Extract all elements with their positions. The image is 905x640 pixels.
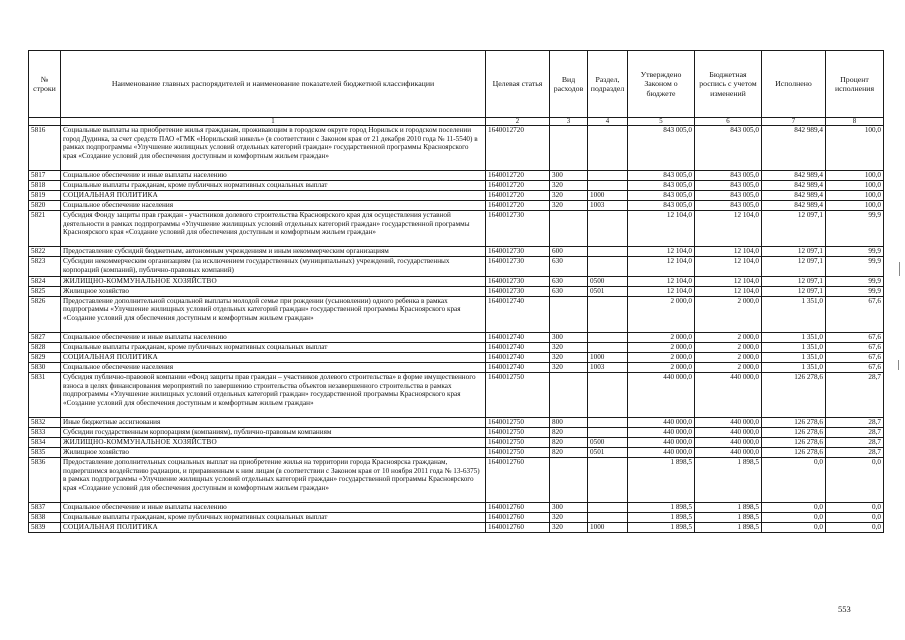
- budget-amount-cell: 12 104,0: [695, 257, 762, 276]
- table-row: [29, 437, 884, 447]
- approved-amount-cell: 2 000,0: [628, 362, 695, 372]
- row-number-cell: 5833: [29, 427, 61, 437]
- percent-cell: 67,6: [826, 296, 884, 332]
- section-cell: [588, 457, 628, 502]
- executed-amount-cell: 0,0: [762, 512, 826, 522]
- row-number-cell: 5817: [29, 171, 61, 181]
- executed-amount-cell: 1 351,0: [762, 342, 826, 352]
- section-cell: 1000: [588, 191, 628, 201]
- expense-type-cell: 320: [550, 181, 588, 191]
- row-name-cell: Субсидии некоммерческим организациям (за исключением государственных (муниципальных) учреждений, государственных корпораций (компаний), публично-правовых компаний): [61, 257, 486, 276]
- section-cell: 1003: [588, 201, 628, 211]
- executed-amount-cell: 842 989,4: [762, 201, 826, 211]
- header-percent: Процент исполнения: [826, 51, 884, 118]
- target-article-cell: 1640012760: [486, 502, 550, 512]
- approved-amount-cell: 1 898,5: [628, 457, 695, 502]
- percent-cell: 99,9: [826, 276, 884, 286]
- executed-amount-cell: 12 097,1: [762, 247, 826, 257]
- budget-amount-cell: 1 898,5: [695, 522, 762, 532]
- column-number: 1: [61, 118, 486, 126]
- budget-amount-cell: 843 005,0: [695, 171, 762, 181]
- budget-amount-cell: 843 005,0: [695, 191, 762, 201]
- row-name-cell: СОЦИАЛЬНАЯ ПОЛИТИКА: [61, 522, 486, 532]
- section-cell: [588, 417, 628, 427]
- row-number-cell: 5838: [29, 512, 61, 522]
- budget-amount-cell: 843 005,0: [695, 181, 762, 191]
- target-article-cell: 1640012760: [486, 512, 550, 522]
- scan-edge-mark: [898, 360, 899, 370]
- percent-cell: 99,9: [826, 211, 884, 247]
- section-cell: [588, 332, 628, 342]
- table-row: [29, 342, 884, 352]
- executed-amount-cell: 12 097,1: [762, 286, 826, 296]
- approved-amount-cell: 12 104,0: [628, 211, 695, 247]
- budget-amount-cell: 12 104,0: [695, 247, 762, 257]
- approved-amount-cell: 440 000,0: [628, 447, 695, 457]
- percent-cell: 28,7: [826, 447, 884, 457]
- section-cell: 0501: [588, 286, 628, 296]
- target-article-cell: 1640012740: [486, 342, 550, 352]
- expense-type-cell: 320: [550, 362, 588, 372]
- table-header: [29, 51, 884, 118]
- budget-amount-cell: 440 000,0: [695, 417, 762, 427]
- approved-amount-cell: 1 898,5: [628, 512, 695, 522]
- expense-type-cell: 820: [550, 447, 588, 457]
- header-row-number: № строки: [29, 51, 61, 118]
- table-row: [29, 296, 884, 332]
- percent-cell: 100,0: [826, 171, 884, 181]
- target-article-cell: 1640012720: [486, 171, 550, 181]
- approved-amount-cell: 843 005,0: [628, 181, 695, 191]
- target-article-cell: 1640012750: [486, 427, 550, 437]
- column-number: 4: [588, 118, 628, 126]
- row-name-cell: Социальное обеспечение населения: [61, 201, 486, 211]
- expense-type-cell: [550, 372, 588, 417]
- table-row: [29, 457, 884, 502]
- budget-amount-cell: 1 898,5: [695, 512, 762, 522]
- executed-amount-cell: 1 351,0: [762, 296, 826, 332]
- row-name-cell: Предоставление субсидий бюджетным, автономным учреждениям и иным некоммерческим организациям: [61, 247, 486, 257]
- approved-amount-cell: 440 000,0: [628, 437, 695, 447]
- approved-amount-cell: 2 000,0: [628, 332, 695, 342]
- expense-type-cell: 320: [550, 512, 588, 522]
- approved-amount-cell: 843 005,0: [628, 191, 695, 201]
- budget-amount-cell: 2 000,0: [695, 342, 762, 352]
- approved-amount-cell: 12 104,0: [628, 286, 695, 296]
- row-name-cell: ЖИЛИЩНО-КОММУНАЛЬНОЕ ХОЗЯЙСТВО: [61, 437, 486, 447]
- row-name-cell: Субсидии государственным корпорациям (компаниям), публично-правовым компаниям: [61, 427, 486, 437]
- executed-amount-cell: 0,0: [762, 457, 826, 502]
- row-number-cell: 5825: [29, 286, 61, 296]
- row-number-cell: 5816: [29, 126, 61, 171]
- row-name-cell: Социальные выплаты гражданам, кроме публичных нормативных социальных выплат: [61, 512, 486, 522]
- percent-cell: 99,9: [826, 286, 884, 296]
- row-name-cell: Жилищное хозяйство: [61, 286, 486, 296]
- row-number-cell: 5819: [29, 191, 61, 201]
- section-cell: [588, 502, 628, 512]
- table-row: [29, 447, 884, 457]
- executed-amount-cell: 126 278,6: [762, 447, 826, 457]
- header-target-article: Целевая статья: [486, 51, 550, 118]
- expense-type-cell: [550, 296, 588, 332]
- section-cell: [588, 181, 628, 191]
- page-number: 553: [838, 604, 851, 614]
- approved-amount-cell: 1 898,5: [628, 502, 695, 512]
- section-cell: 1000: [588, 352, 628, 362]
- target-article-cell: 1640012720: [486, 181, 550, 191]
- row-number-cell: 5837: [29, 502, 61, 512]
- percent-cell: 0,0: [826, 512, 884, 522]
- percent-cell: 100,0: [826, 201, 884, 211]
- budget-amount-cell: 440 000,0: [695, 447, 762, 457]
- percent-cell: 67,6: [826, 332, 884, 342]
- executed-amount-cell: 126 278,6: [762, 372, 826, 417]
- budget-amount-cell: 440 000,0: [695, 437, 762, 447]
- table-row: [29, 427, 884, 437]
- row-name-cell: Социальное обеспечение и иные выплаты населению: [61, 332, 486, 342]
- row-number-cell: 5832: [29, 417, 61, 427]
- header-budget-schedule: Бюджетная роспись с учетом изменений: [695, 51, 762, 118]
- row-number-cell: 5839: [29, 522, 61, 532]
- scan-edge-mark: [899, 262, 900, 276]
- row-number-cell: 5831: [29, 372, 61, 417]
- target-article-cell: 1640012720: [486, 126, 550, 171]
- budget-amount-cell: 12 104,0: [695, 286, 762, 296]
- section-cell: [588, 372, 628, 417]
- expense-type-cell: 320: [550, 191, 588, 201]
- expense-type-cell: 820: [550, 437, 588, 447]
- table-row: [29, 352, 884, 362]
- section-cell: [588, 247, 628, 257]
- row-name-cell: Субсидия публично-правовой компании «Фонд защиты прав граждан – участников долевого строительства» в форме имущественного взноса в целях финансирования мероприятий по завершению строительства объектов незавершенного строительства в рамках подпрограммы «Улучшение жилищных условий отдельных категорий граждан» государственной программы Красноярского края «Создание условий для обеспечения доступным и комфортным жильем граждан»: [61, 372, 486, 417]
- table-row: [29, 181, 884, 191]
- section-cell: [588, 296, 628, 332]
- row-number-cell: 5828: [29, 342, 61, 352]
- target-article-cell: 1640012740: [486, 296, 550, 332]
- percent-cell: 28,7: [826, 372, 884, 417]
- approved-amount-cell: 440 000,0: [628, 427, 695, 437]
- budget-amount-cell: 12 104,0: [695, 211, 762, 247]
- row-number-cell: 5824: [29, 276, 61, 286]
- executed-amount-cell: 126 278,6: [762, 437, 826, 447]
- executed-amount-cell: 1 351,0: [762, 352, 826, 362]
- column-number: 2: [486, 118, 550, 126]
- executed-amount-cell: 12 097,1: [762, 257, 826, 276]
- header-approved: Утверждено Законом о бюджете: [628, 51, 695, 118]
- budget-amount-cell: 2 000,0: [695, 362, 762, 372]
- budget-amount-cell: 440 000,0: [695, 372, 762, 417]
- column-number: 8: [826, 118, 884, 126]
- row-name-cell: Социальное обеспечение и иные выплаты населению: [61, 502, 486, 512]
- approved-amount-cell: 843 005,0: [628, 201, 695, 211]
- header-expense-type: Вид расходов: [550, 51, 588, 118]
- target-article-cell: 1640012740: [486, 332, 550, 342]
- section-cell: 1003: [588, 362, 628, 372]
- percent-cell: 100,0: [826, 126, 884, 171]
- table-row: [29, 257, 884, 276]
- target-article-cell: 1640012750: [486, 447, 550, 457]
- table-row: [29, 372, 884, 417]
- executed-amount-cell: 12 097,1: [762, 211, 826, 247]
- table-row: [29, 276, 884, 286]
- approved-amount-cell: 12 104,0: [628, 276, 695, 286]
- section-cell: 0500: [588, 437, 628, 447]
- percent-cell: 67,6: [826, 362, 884, 372]
- target-article-cell: 1640012730: [486, 257, 550, 276]
- table-row: [29, 191, 884, 201]
- section-cell: 0501: [588, 447, 628, 457]
- expense-type-cell: 630: [550, 257, 588, 276]
- percent-cell: 28,7: [826, 427, 884, 437]
- expense-type-cell: 300: [550, 502, 588, 512]
- approved-amount-cell: 2 000,0: [628, 342, 695, 352]
- approved-amount-cell: 2 000,0: [628, 296, 695, 332]
- budget-table: [28, 50, 884, 533]
- expense-type-cell: [550, 457, 588, 502]
- table-row: [29, 247, 884, 257]
- row-name-cell: Социальные выплаты гражданам, кроме публичных нормативных социальных выплат: [61, 342, 486, 352]
- header-section: Раздел, подраздел: [588, 51, 628, 118]
- executed-amount-cell: 842 989,4: [762, 126, 826, 171]
- row-number-cell: 5821: [29, 211, 61, 247]
- header-executed: Исполнено: [762, 51, 826, 118]
- table-row: [29, 126, 884, 171]
- executed-amount-cell: 126 278,6: [762, 417, 826, 427]
- row-name-cell: Иные бюджетные ассигнования: [61, 417, 486, 427]
- expense-type-cell: 320: [550, 342, 588, 352]
- executed-amount-cell: 0,0: [762, 522, 826, 532]
- percent-cell: 0,0: [826, 457, 884, 502]
- percent-cell: 0,0: [826, 522, 884, 532]
- target-article-cell: 1640012720: [486, 191, 550, 201]
- table-body: [29, 118, 884, 533]
- row-name-cell: Социальные выплаты на приобретение жилья гражданам, проживающим в городском округе город Норильск и городском поселении город Дудинка, за счет средств ПАО «ГМК «Норильский никель» (в соответствии с Законом края от 21 декабря 2010 года № 11-5540) в рамках подпрограммы «Улучшение жилищных условий отдельных категорий граждан» государственной программы Красноярского края «Создание условий для обеспечения доступным и комфортным жильем граждан»: [61, 126, 486, 171]
- table-row: [29, 512, 884, 522]
- target-article-cell: 1640012760: [486, 522, 550, 532]
- percent-cell: 100,0: [826, 191, 884, 201]
- expense-type-cell: 630: [550, 286, 588, 296]
- expense-type-cell: 320: [550, 522, 588, 532]
- section-cell: [588, 171, 628, 181]
- row-number-cell: 5829: [29, 352, 61, 362]
- executed-amount-cell: 1 351,0: [762, 332, 826, 342]
- row-name-cell: Социальное обеспечение и иные выплаты населению: [61, 171, 486, 181]
- column-number: 3: [550, 118, 588, 126]
- executed-amount-cell: 1 351,0: [762, 362, 826, 372]
- target-article-cell: 1640012740: [486, 352, 550, 362]
- expense-type-cell: 320: [550, 352, 588, 362]
- section-cell: [588, 126, 628, 171]
- approved-amount-cell: 843 005,0: [628, 171, 695, 181]
- section-cell: 1000: [588, 522, 628, 532]
- row-number-cell: 5822: [29, 247, 61, 257]
- expense-type-cell: [550, 211, 588, 247]
- budget-amount-cell: 843 005,0: [695, 201, 762, 211]
- row-name-cell: Жилищное хозяйство: [61, 447, 486, 457]
- target-article-cell: 1640012730: [486, 286, 550, 296]
- table-row: [29, 286, 884, 296]
- row-number-cell: 5827: [29, 332, 61, 342]
- row-number-cell: 5818: [29, 181, 61, 191]
- table-row: [29, 332, 884, 342]
- table-row: [29, 417, 884, 427]
- approved-amount-cell: 440 000,0: [628, 372, 695, 417]
- row-number-cell: 5826: [29, 296, 61, 332]
- target-article-cell: 1640012760: [486, 457, 550, 502]
- budget-amount-cell: 2 000,0: [695, 296, 762, 332]
- target-article-cell: 1640012740: [486, 362, 550, 372]
- row-number-cell: 5836: [29, 457, 61, 502]
- budget-amount-cell: 12 104,0: [695, 276, 762, 286]
- row-number-cell: 5834: [29, 437, 61, 447]
- table-row: [29, 502, 884, 512]
- target-article-cell: 1640012730: [486, 276, 550, 286]
- row-name-cell: Предоставление дополнительной социальной выплаты молодой семье при рождении (усыновлении) одного ребенка в рамках подпрограммы «Улучшение жилищных условий отдельных категорий граждан» государственной программы Красноярского края «Создание условий для обеспечения доступным и комфортным жильем граждан»: [61, 296, 486, 332]
- executed-amount-cell: 842 989,4: [762, 171, 826, 181]
- executed-amount-cell: 0,0: [762, 502, 826, 512]
- budget-amount-cell: 440 000,0: [695, 427, 762, 437]
- column-number: 6: [695, 118, 762, 126]
- section-cell: [588, 427, 628, 437]
- approved-amount-cell: 2 000,0: [628, 352, 695, 362]
- percent-cell: 99,9: [826, 257, 884, 276]
- approved-amount-cell: 440 000,0: [628, 417, 695, 427]
- row-name-cell: СОЦИАЛЬНАЯ ПОЛИТИКА: [61, 191, 486, 201]
- table-row: [29, 211, 884, 247]
- row-number-cell: 5830: [29, 362, 61, 372]
- row-name-cell: Субсидия Фонду защиты прав граждан - участников долевого строительства Красноярского края для осуществления уставной деятельности в рамках подпрограммы «Улучшение жилищных условий отдельных категорий граждан» государственной программы Красноярского края «Создание условий для обеспечения доступным и комфортным жильем граждан»: [61, 211, 486, 247]
- section-cell: 0500: [588, 276, 628, 286]
- row-number-cell: 5820: [29, 201, 61, 211]
- executed-amount-cell: 842 989,4: [762, 181, 826, 191]
- expense-type-cell: 630: [550, 276, 588, 286]
- row-name-cell: СОЦИАЛЬНАЯ ПОЛИТИКА: [61, 352, 486, 362]
- section-cell: [588, 211, 628, 247]
- percent-cell: 28,7: [826, 437, 884, 447]
- budget-amount-cell: 1 898,5: [695, 457, 762, 502]
- expense-type-cell: 600: [550, 247, 588, 257]
- target-article-cell: 1640012730: [486, 247, 550, 257]
- expense-type-cell: 820: [550, 427, 588, 437]
- row-name-cell: ЖИЛИЩНО-КОММУНАЛЬНОЕ ХОЗЯЙСТВО: [61, 276, 486, 286]
- executed-amount-cell: 842 989,4: [762, 191, 826, 201]
- executed-amount-cell: 12 097,1: [762, 276, 826, 286]
- column-number: 7: [762, 118, 826, 126]
- table-row: [29, 522, 884, 532]
- target-article-cell: 1640012730: [486, 211, 550, 247]
- approved-amount-cell: 12 104,0: [628, 257, 695, 276]
- percent-cell: 0,0: [826, 502, 884, 512]
- expense-type-cell: 300: [550, 332, 588, 342]
- table-row: [29, 362, 884, 372]
- target-article-cell: 1640012750: [486, 437, 550, 447]
- percent-cell: 99,9: [826, 247, 884, 257]
- row-name-cell: Социальные выплаты гражданам, кроме публичных нормативных социальных выплат: [61, 181, 486, 191]
- column-number: [29, 118, 61, 126]
- column-number-row: [29, 118, 884, 126]
- row-name-cell: Социальное обеспечение населения: [61, 362, 486, 372]
- budget-amount-cell: 1 898,5: [695, 502, 762, 512]
- approved-amount-cell: 12 104,0: [628, 247, 695, 257]
- row-number-cell: 5823: [29, 257, 61, 276]
- percent-cell: 67,6: [826, 342, 884, 352]
- percent-cell: 100,0: [826, 181, 884, 191]
- table-row: [29, 201, 884, 211]
- expense-type-cell: 320: [550, 201, 588, 211]
- executed-amount-cell: 126 278,6: [762, 427, 826, 437]
- target-article-cell: 1640012750: [486, 372, 550, 417]
- percent-cell: 28,7: [826, 417, 884, 427]
- header-name: Наименование главных распорядителей и наименование показателей бюджетной классификации: [61, 51, 486, 118]
- target-article-cell: 1640012750: [486, 417, 550, 427]
- target-article-cell: 1640012720: [486, 201, 550, 211]
- budget-amount-cell: 2 000,0: [695, 352, 762, 362]
- section-cell: [588, 257, 628, 276]
- section-cell: [588, 512, 628, 522]
- section-cell: [588, 342, 628, 352]
- approved-amount-cell: 843 005,0: [628, 126, 695, 171]
- approved-amount-cell: 1 898,5: [628, 522, 695, 532]
- expense-type-cell: [550, 126, 588, 171]
- percent-cell: 67,6: [826, 352, 884, 362]
- row-number-cell: 5835: [29, 447, 61, 457]
- row-name-cell: Предоставление дополнительных социальных выплат на приобретение жилья на территории города Красноярска гражданам, подвергшимся воздействию радиации, и приравненным к ним лицам (в соответствии с Законом края от 10 ноября 2011 года № 13-6375) в рамках подпрограммы «Улучшение жилищных условий отдельных категорий граждан» государственной программы Красноярского края «Создание условий для обеспечения доступным и комфортным жильем граждан»: [61, 457, 486, 502]
- expense-type-cell: 300: [550, 171, 588, 181]
- column-number: 5: [628, 118, 695, 126]
- expense-type-cell: 800: [550, 417, 588, 427]
- budget-amount-cell: 2 000,0: [695, 332, 762, 342]
- budget-amount-cell: 843 005,0: [695, 126, 762, 171]
- table-row: [29, 171, 884, 181]
